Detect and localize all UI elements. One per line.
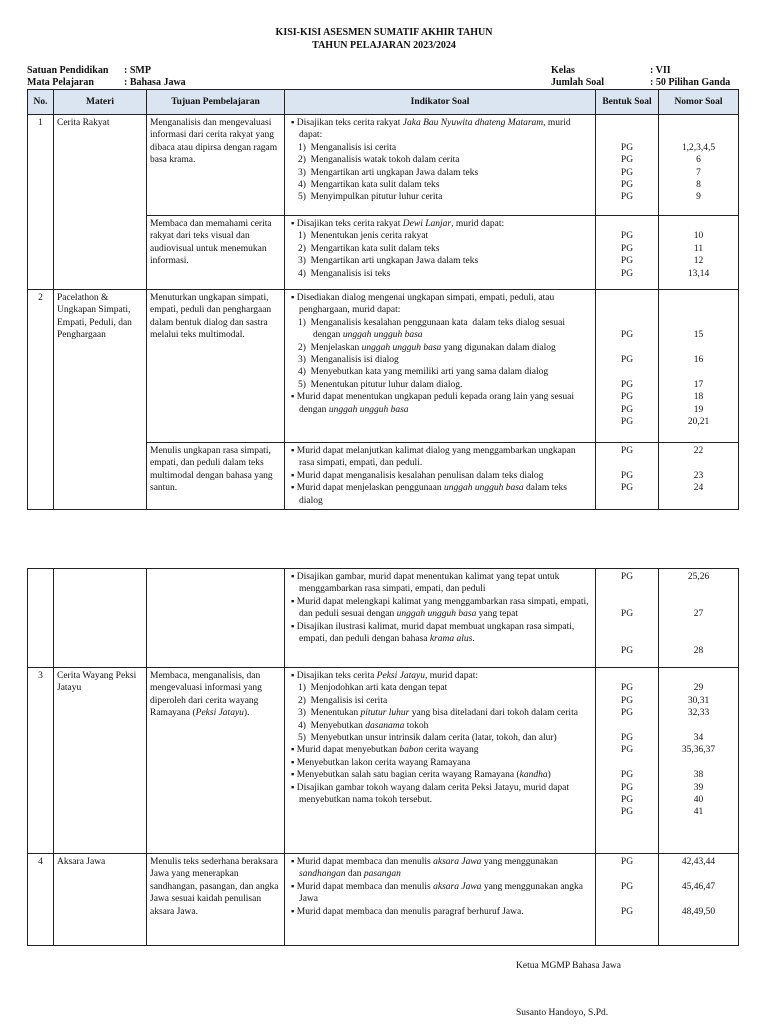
row-bentuk: PG PG PG: [596, 854, 659, 946]
table-row: [28, 569, 739, 668]
indicator-item: 3) Mengartikan arti ungkapan Jawa dalam teks: [298, 256, 479, 267]
indicator-item: ▪ Murid dapat menjelaskan penggunaan unggah ungguh basa dalam teks dialog: [291, 483, 567, 506]
row-indikator: [285, 290, 596, 443]
indicator-item: ▪ Menyebutkan salah satu bagian cerita wayang Ramayana (kandha): [291, 770, 551, 781]
indicator-item: 4) Menyebutkan dasanama tokoh: [298, 720, 429, 731]
indicator-item: ▪ Murid dapat melanjutkan kalimat dialog yang menggambarkan ungkapan rasa simpati, empati, dan peduli.: [291, 446, 576, 469]
col-indikator: Indikator Soal: [285, 90, 596, 115]
row-materi: [54, 569, 147, 668]
row-bentuk: PG PG PG PG: [596, 216, 659, 290]
row-bentuk: PG PG PG: [596, 569, 659, 668]
col-tujuan: Tujuan Pembelajaran: [147, 90, 285, 115]
row-nomor: 1,2,3,4,5 6 7 8 9: [659, 115, 739, 216]
indicator-item: ▪ Disajikan gambar, murid dapat menentukan kalimat yang tepat untuk menggambarkan rasa simpati, empati, dan peduli: [291, 572, 560, 595]
row-materi: Pacelathon & Ungkapan Simpati, Empati, Peduli, dan Penghargaan: [54, 290, 147, 510]
indicator-item: ▪ Murid dapat menyebutkan babon cerita wayang: [291, 745, 479, 756]
kelas-value: : VII: [650, 65, 671, 76]
row-bentuk: PG PG PG: [596, 443, 659, 510]
doc-subtitle: TAHUN PELAJARAN 2023/2024: [312, 40, 456, 51]
indicator-item: 2) Menjelaskan unggah ungguh basa yang digunakan dalam dialog: [298, 342, 556, 353]
row-nomor: 29 30,31 32,33 34 35,36,37 38 39 40 41: [659, 668, 739, 854]
indicator-item: 3) Menentukan pitutur luhur yang bisa diteladani dari tokoh dalam cerita: [298, 708, 578, 719]
signature-name: Susanto Handoyo, S.Pd.: [516, 1008, 609, 1018]
indicator-item: ▪ Murid dapat menganalisis kesalahan penulisan dalam teks dialog: [291, 470, 544, 481]
indicator-intro: ▪ Disajikan teks cerita rakyat Dewi Lanjar, murid dapat:: [291, 219, 505, 229]
row-bentuk: PG PG PG PG PG PG PG PG PG: [596, 668, 659, 854]
indicator-item: 2) Menganalisis watak tokoh dalam cerita: [298, 155, 460, 166]
col-nomor: Nomor Soal: [659, 90, 739, 115]
row-no: 3: [28, 668, 54, 854]
indicator-item: 3) Mengartikan arti ungkapan Jawa dalam teks: [298, 167, 479, 178]
indicator-item: 4) Menganalisis isi teks: [298, 268, 391, 279]
indicator-item: 5) Menyimpulkan pitutur luhur cerita: [298, 192, 443, 203]
row-indikator: [285, 668, 596, 854]
indicator-intro: ▪ Disajikan teks cerita Peksi Jatayu, murid dapat:: [291, 671, 478, 681]
row-nomor: 22 23 24: [659, 443, 739, 510]
kisi-table-page2: [27, 568, 739, 946]
row-no: 4: [28, 854, 54, 946]
col-no: No.: [28, 90, 54, 115]
table-row: [28, 668, 739, 854]
row-indikator: [285, 569, 596, 668]
indicator-item: ▪ Murid dapat membaca dan menulis aksara Jawa yang menggunakan sandhangan dan pasangan: [291, 857, 558, 880]
kelas-label: Kelas: [551, 65, 575, 76]
row-tujuan: Menuturkan ungkapan simpati, empati, peduli dan penghargaan dalam bentuk dialog dan sastra melalui teks multimodal.: [147, 290, 285, 443]
indicator-item: ▪ Menyebutkan lakon cerita wayang Ramayana: [291, 757, 471, 768]
indicator-item: ▪ Murid dapat melengkapi kalimat yang menggambarkan rasa simpati, empati, dan peduli sesuai dengan unggah ungguh basa yang tepat: [291, 596, 589, 620]
row-tujuan: Menulis teks sederhana beraksara Jawa yang menerapkan sandhangan, pasangan, dan angka Jawa sesuai kaidah penulisan aksara Jawa.: [147, 854, 285, 946]
table-row: [28, 290, 739, 443]
satuan-value: : SMP: [124, 65, 151, 76]
row-indikator: [285, 854, 596, 946]
indicator-item: 1) Menentukan jenis cerita rakyat: [298, 231, 429, 242]
indicator-item: ▪ Murid dapat membaca dan menulis paragraf berhuruf Jawa.: [291, 906, 524, 917]
indicator-item: 5) Menentukan pitutur luhur dalam dialog.: [298, 379, 463, 390]
indicator-item: 1) Menganalisis kesalahan penggunaan kata dalam teks dialog sesuai dengan unggah ungguh basa: [298, 317, 565, 341]
table-row: [28, 854, 739, 946]
row-no: 2: [28, 290, 54, 510]
row-tujuan: Membaca dan memahami cerita rakyat dari teks visual dan audiovisual untuk menemukan informasi.: [147, 216, 285, 290]
row-bentuk: PG PG PG PG PG PG: [596, 290, 659, 443]
indicator-item: 1) Menganalisis isi cerita: [298, 142, 397, 153]
row-tujuan: [147, 569, 285, 668]
col-materi: Materi: [54, 90, 147, 115]
mapel-value: : Bahasa Jawa: [124, 77, 186, 88]
satuan-label: Satuan Pendidikan: [27, 65, 109, 76]
row-materi: Cerita Rakyat: [54, 115, 147, 290]
row-tujuan: Menganalisis dan mengevaluasi informasi dari cerita rakyat yang dibaca atau dipirsa dengan ragam basa krama.: [147, 115, 285, 216]
mapel-label: Mata Pelajaran: [27, 77, 94, 88]
doc-title: KISI-KISI ASESMEN SUMATIF AKHIR TAHUN: [275, 27, 493, 38]
row-no: [28, 569, 54, 668]
kisi-table-page1: [27, 89, 739, 510]
row-no: 1: [28, 115, 54, 290]
table-row: [28, 115, 739, 216]
row-tujuan: Menulis ungkapan rasa simpati, empati, dan peduli dalam teks multimodal dengan bahasa yang santun.: [147, 443, 285, 510]
row-indikator: [285, 443, 596, 510]
indicator-item: ▪ Disajikan gambar tokoh wayang dalam cerita Peksi Jatayu, murid dapat menyebutkan nama tokoh tersebut.: [291, 782, 570, 806]
indicator-item: ▪ Disajikan ilustrasi kalimat, murid dapat membuat ungkapan rasa simpati, empati, dan peduli dengan bahasa krama alus.: [291, 621, 575, 645]
row-nomor: 10 11 12 13,14: [659, 216, 739, 290]
indicator-item: ▪ Murid dapat membaca dan menulis aksara Jawa yang menggunakan angka Jawa: [291, 881, 584, 905]
col-bentuk: Bentuk Soal: [596, 90, 659, 115]
row-bentuk: PG PG PG PG PG: [596, 115, 659, 216]
indicator-item: 2) Mengartikan kata sulit dalam teks: [298, 243, 440, 254]
row-materi: Cerita Wayang Peksi Jatayu: [54, 668, 147, 854]
row-indikator: [285, 115, 596, 216]
indicator-item: 2) Mengalisis isi cerita: [298, 695, 388, 706]
row-indikator: [285, 216, 596, 290]
indicator-item: ▪ Murid dapat menentukan ungkapan peduli kepada orang lain yang sesuai dengan unggah ungguh basa: [291, 392, 575, 415]
indicator-item: 4) Menyebutkan kata yang memiliki arti yang sama dalam dialog: [298, 367, 549, 378]
row-nomor: 25,26 27 28: [659, 569, 739, 668]
signature-title: Ketua MGMP Bahasa Jawa: [516, 961, 621, 971]
indicator-intro: ▪ Disajikan teks cerita rakyat Jaka Bau Nyuwita dhateng Mataram, murid dapat:: [291, 118, 571, 141]
indicator-item: 1) Menjodohkan arti kata dengan tepat: [298, 683, 448, 694]
indicator-item: 3) Menganalisis isi dialog: [298, 355, 399, 366]
indicator-intro: ▪ Disediakan dialog mengenai ungkapan simpati, empati, peduli, atau penghargaan, murid dapat:: [291, 293, 555, 316]
indicator-item: 5) Menyebutkan unsur intrinsik dalam cerita (latar, tokoh, dan alur): [298, 733, 557, 744]
indicator-item: 4) Mengartikan kata sulit dalam teks: [298, 180, 440, 191]
jumlah-value: : 50 Pilihan Ganda: [650, 77, 731, 88]
row-materi: Aksara Jawa: [54, 854, 147, 946]
row-tujuan: Membaca, menganalisis, dan mengevaluasi informasi yang diperoleh dari cerita wayang Ramayana (Peksi Jatayu).: [147, 668, 285, 854]
row-nomor: 15 16 17 18 19 20,21: [659, 290, 739, 443]
jumlah-label: Jumlah Soal: [551, 77, 605, 88]
row-nomor: 42,43,44 45,46,47 48,49,50: [659, 854, 739, 946]
table-header-row: [28, 90, 739, 115]
